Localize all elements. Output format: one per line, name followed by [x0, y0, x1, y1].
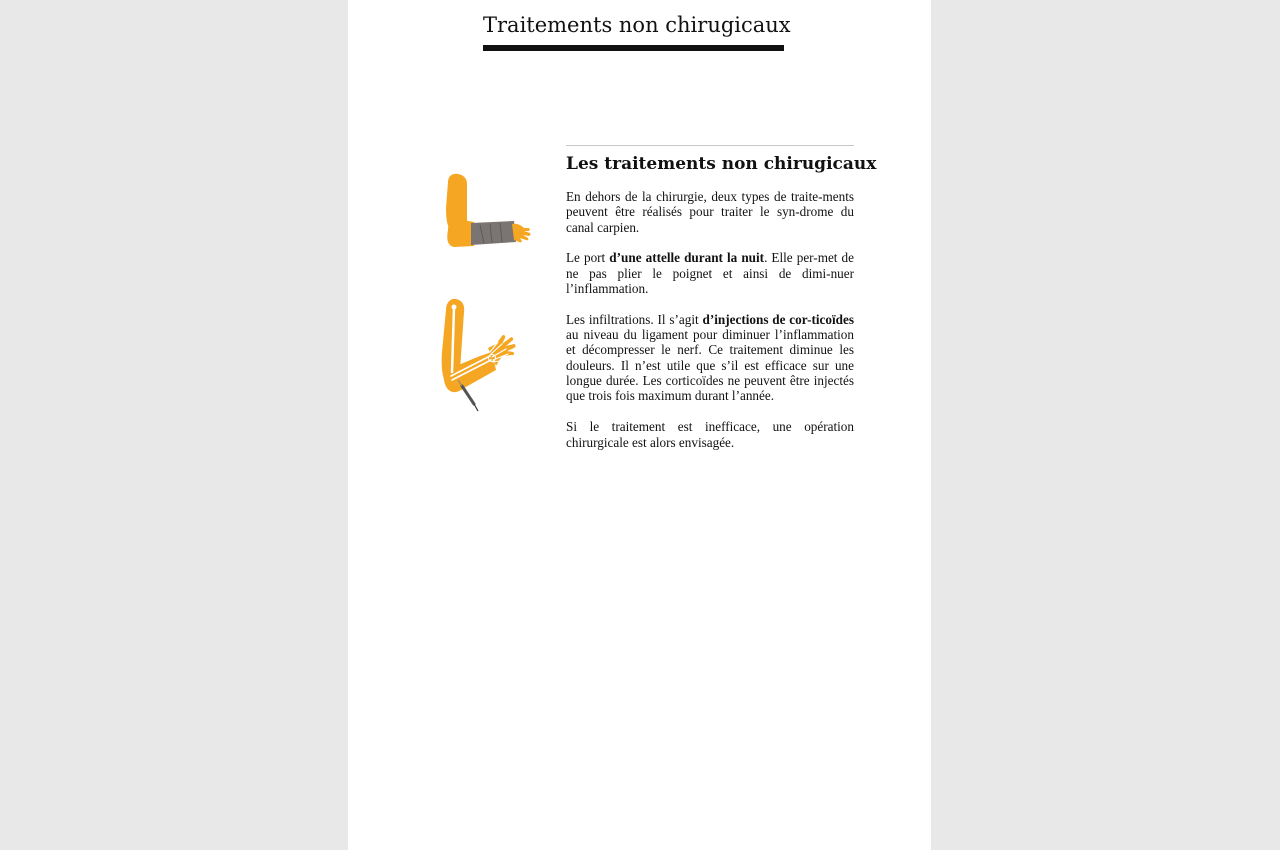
paragraph-splint [566, 250, 854, 296]
title-underline [483, 45, 784, 51]
page-title: Traitements non chirugicaux [483, 13, 791, 37]
paragraph-injections-text-before: Les infiltrations. Il s’agit [566, 311, 703, 327]
arm-skeleton-injection-icon [436, 296, 516, 416]
body-text [566, 189, 854, 465]
paragraph-injections [566, 312, 854, 404]
section-divider [566, 145, 854, 146]
paragraph-splint-text-after: . Elle per-met de ne pas plier le poignet et ainsi de dimi-nuer l’inflammation. [566, 250, 854, 297]
paragraph-intro: En dehors de la chirurgie, deux types de traite-ments peuvent être réalisés pour traiter le syn-drome du canal carpien. [566, 189, 854, 235]
paragraph-injections-emphasis: d’injections de cor-ticoïdes [702, 311, 854, 327]
paragraph-splint-emphasis: d’une attelle durant la nuit [609, 250, 765, 266]
paragraph-conclusion: Si le traitement est inefficace, une opération chirurgicale est alors envisagée. [566, 419, 854, 450]
section-heading: Les traitements non chirugicaux [566, 154, 877, 174]
paragraph-splint-text-before: Le port [566, 250, 610, 266]
arm-with-wrist-splint-icon [440, 170, 532, 254]
paragraph-injections-text-after: au niveau du ligament pour diminuer l’inflammation et décompresser le nerf. Ce traitement diminue les douleurs. Il n’est utile que s’il est efficace sur une longue durée. Les corticoïdes ne peuvent être injectés que trois fois maximum durant l’année. [566, 327, 854, 404]
document-page [348, 0, 931, 850]
